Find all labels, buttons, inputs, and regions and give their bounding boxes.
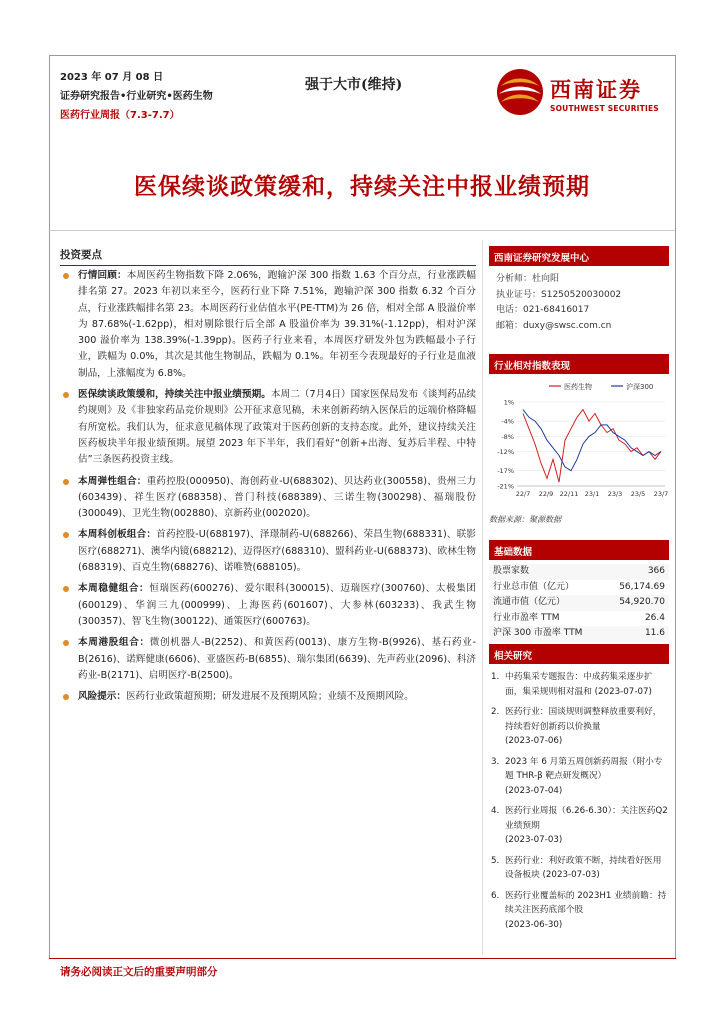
summary-item-lead: 风险提示： bbox=[78, 691, 126, 703]
related-research-date: (2023-07-07) bbox=[594, 686, 652, 697]
bullet-dot-icon bbox=[63, 479, 69, 485]
y-tick-label: 1% bbox=[503, 398, 514, 407]
summary-item-lead: 本周港股组合： bbox=[78, 637, 150, 649]
related-research-item[interactable]: 6. 医药行业覆盖标的 2023H1 业绩前瞻：持续关注医药底部个股 (2023-06-30) bbox=[489, 889, 669, 933]
bullet-dot-icon bbox=[63, 273, 69, 279]
bullet-dot-icon bbox=[63, 640, 69, 646]
frame-top-line bbox=[49, 55, 675, 56]
summary-item-lead: 本周弹性组合： bbox=[78, 475, 147, 487]
title-divider bbox=[49, 230, 675, 231]
column-divider bbox=[482, 240, 483, 955]
summary-list bbox=[60, 268, 476, 705]
summary-item-text: 本周二（7月4日）国家医保局发布《谈判药品续约规则》及《非独家药品竞价规则》公开征求意见稿，未来创新药纳入医保后的远端价格降幅有所宽松。我们认为，征求意见稿体现了政策对于医药创新的支持态度。此外，建议持续关注医药板块半年报业绩预期。展望 2023 年下半年，我们看好“创新+出海、复苏后半程、中特估”三条医药投资主线。 bbox=[78, 389, 476, 466]
logo-emblem-icon bbox=[495, 66, 545, 118]
related-research-panel bbox=[489, 644, 669, 932]
related-research-list bbox=[489, 670, 669, 932]
y-tick-label: -12% bbox=[497, 448, 514, 457]
related-research-item[interactable]: 1. 中药集采专题报告：中成药集采逐步扩面，集采规则相对温和 (2023-07-07) bbox=[491, 672, 653, 697]
rating: 强于大市(维持) bbox=[305, 77, 403, 93]
summary-item-text: 医药行业政策超预期；研发进展不及预期风险；业绩不及预期风险。 bbox=[125, 691, 414, 703]
basic-data-key: 股票家数 bbox=[493, 566, 530, 576]
basic-data-table bbox=[489, 564, 669, 642]
report-type: 医药行业周报（7.3-7.7） bbox=[60, 110, 180, 121]
basic-data-key: 行业市盈率 TTM bbox=[493, 612, 560, 623]
basic-data-key: 行业总市值（亿元） bbox=[493, 581, 575, 592]
page-title: 医保续谈政策缓和，持续关注中报业绩预期 bbox=[134, 173, 590, 200]
related-research-title: 医药行业周报（6.26-6.30）：关注医药Q2 业绩预期 bbox=[505, 806, 668, 831]
related-research-item[interactable]: 2. 医药行业：国谈规则调整释放重要利好，持续看好创新药以价换量 (2023-07-06) bbox=[489, 705, 669, 749]
analyst-name: 分析师：杜向阳 bbox=[496, 274, 560, 284]
x-tick-label: 22/11 bbox=[559, 490, 579, 498]
related-research-item[interactable]: 5. 医药行业：利好政策不断，持续看好医用设备板块 (2023-07-03) bbox=[491, 855, 662, 880]
related-research-date: (2023-07-03) bbox=[505, 835, 563, 845]
summary-item-text: 首药控股-U(688197)、泽璟制药-U(688266)、荣昌生物(688331)、联影医疗(688271)、澳华内镜(688212)、迈得医疗(688310)、盟科药业-U(688373)、欧林生物(688319)、百克生物(688276)、诺唯赞(688105)。 bbox=[78, 529, 477, 574]
related-research-title: 医药行业：国谈规则调整释放重要利好，持续看好创新药以价换量 bbox=[505, 707, 662, 732]
summary-item-star-portfolio bbox=[60, 527, 476, 576]
basic-data-value: 11.6 bbox=[644, 628, 665, 638]
series-line bbox=[523, 410, 661, 471]
basic-data-key: 沪深 300 市盈率 TTM bbox=[493, 628, 583, 638]
y-tick-label: -8% bbox=[501, 432, 514, 441]
summary-item-market-review bbox=[60, 268, 476, 382]
basic-data-value: 54,920.70 bbox=[619, 597, 665, 607]
summary-item-text: 恒瑞医药(600276)、爱尔眼科(300015)、迈瑞医疗(300760)、太极集团(600129)、华润三九(000999)、上海医药(601607)、大参林(603233)、我武生物(300357)、智飞生物(300122)、通策医疗(600763)。 bbox=[78, 583, 477, 627]
company-logo bbox=[495, 66, 670, 121]
analyst-info bbox=[489, 266, 669, 334]
logo-text-en: SOUTHWEST SECURITIES bbox=[550, 104, 659, 113]
legend-label: 沪深300 bbox=[626, 383, 654, 391]
bullet-dot-icon bbox=[63, 586, 69, 592]
summary-item-elastic-portfolio bbox=[60, 474, 476, 523]
related-research-date: (2023-07-06) bbox=[505, 736, 563, 746]
basic-data-panel bbox=[489, 540, 669, 642]
basic-data-row bbox=[489, 564, 669, 580]
summary-item-text: 微创机器人-B(2252)、和黄医药(0013)、康方生物-B(9926)、基石药业-B(2616)、诺辉健康(6606)、亚盛医药-B(6855)、瑞尔集团(6639)、先声药业(2096)、科济药业-B(2171)、启明医疗-B(2500)。 bbox=[78, 637, 476, 681]
chart-source: 数据来源：聚源数据 bbox=[489, 515, 561, 524]
related-research-title: 医药行业覆盖标的 2023H1 业绩前瞻：持续关注医药底部个股 bbox=[505, 890, 667, 915]
bullet-dot-icon bbox=[63, 532, 69, 538]
summary-item-text: 本周医药生物指数下降 2.06%，跑输沪深 300 指数 1.63 个百分点，行业涨跌幅排名第 27。2023 年初以来至今，医药行业下降 7.51%，跑输沪深 300 指数 6.32 个百分点，行业涨跌幅排名第 23。本周医药行业估值水平(PE-TTM)为 26 倍，相对全部 A 股溢价率为 87.68%(-1.62pp)，相对剔除银行后全部 A 股溢价率为 39.31%(-1.12pp)，相对沪深 300 溢价率为 138.39%(-1.39pp)。医药子行业来看，本周医疗研发外包为跌幅最小子行业，跌幅为 0.0%，其次是其他生物制品，跌幅为 0.1%。年初至今表现最好的子行业是血液制品，上涨幅度为 6.8%。 bbox=[78, 270, 477, 379]
series-line bbox=[523, 410, 661, 483]
research-center-panel bbox=[489, 246, 669, 334]
summary-item-risk bbox=[60, 689, 476, 705]
basic-data-row bbox=[489, 580, 669, 596]
related-research-date: (2023-06-30) bbox=[505, 919, 563, 930]
y-tick-label: -4% bbox=[501, 417, 514, 426]
legend-label: 医药生物 bbox=[564, 383, 592, 391]
analyst-license: 执业证号：S1250520030002 bbox=[496, 289, 622, 300]
x-tick-label: 23/1 bbox=[584, 490, 600, 498]
summary-item-lead: 本周稳健组合： bbox=[78, 583, 150, 595]
bullet-dot-icon bbox=[63, 694, 69, 700]
basic-data-row bbox=[489, 611, 669, 627]
chart-heading: 行业相对指数表现 bbox=[489, 354, 669, 374]
basic-data-value: 56,174.69 bbox=[619, 581, 665, 592]
summary-item-lead: 行情回顾： bbox=[78, 270, 127, 281]
summary-item-policy bbox=[60, 387, 476, 468]
summary-item-hk-portfolio bbox=[60, 635, 476, 684]
related-research-heading: 相关研究 bbox=[489, 644, 669, 664]
x-tick-label: 23/5 bbox=[630, 490, 646, 498]
footer-disclaimer: 请务必阅读正文后的重要声明部分 bbox=[60, 966, 218, 978]
summary-item-text: 重药控股(000950)、海创药业-U(688302)、贝达药业(300558)、贵州三力(603439)、祥生医疗(688358)、普门科技(688389)、三诺生物(300298)、福瑞股份(300049)、卫光生物(002880)、京新药业(002020)。 bbox=[78, 475, 476, 520]
x-tick-label: 23/3 bbox=[607, 490, 623, 498]
x-tick-label: 22/9 bbox=[538, 490, 554, 498]
basic-data-value: 26.4 bbox=[644, 612, 665, 623]
analyst-phone: 电话：021-68416017 bbox=[496, 305, 590, 315]
summary-item-lead: 医保续谈政策缓和，持续关注中报业绩预期。 bbox=[78, 389, 271, 401]
related-research-title: 中药集采专题报告：中成药集采逐步扩面，集采规则相对温和 bbox=[505, 672, 653, 697]
x-tick-label: 23/7 bbox=[653, 490, 669, 498]
logo-text-cn: 西南证券 bbox=[550, 77, 642, 102]
basic-data-value: 366 bbox=[647, 566, 665, 576]
y-tick-label: -21% bbox=[497, 482, 514, 491]
chart-container bbox=[489, 374, 669, 508]
report-date: 2023 年 07 月 08 日 bbox=[60, 72, 164, 83]
related-research-title: 医药行业：利好政策不断，持续看好医用设备板块 bbox=[505, 855, 662, 880]
analyst-email: 邮箱：duxy@swsc.com.cn bbox=[496, 320, 612, 331]
related-research-title: 2023 年 6 月第五周创新药周报（附小专题 THR-β 靶点研发概况） bbox=[505, 756, 663, 781]
frame-right-line bbox=[675, 55, 676, 959]
report-category: 证券研究报告•行业研究•医药生物 bbox=[60, 91, 213, 102]
x-tick-label: 22/7 bbox=[515, 490, 531, 498]
chart-panel bbox=[489, 354, 669, 525]
summary-heading: 投资要点 bbox=[60, 249, 102, 261]
bullet-dot-icon bbox=[63, 392, 69, 398]
research-center-heading: 西南证券研究发展中心 bbox=[489, 246, 669, 266]
related-research-item[interactable]: 3. 2023 年 6 月第五周创新药周报（附小专题 THR-β 靶点研发概况） (2023-07-04) bbox=[489, 755, 669, 799]
basic-data-row bbox=[489, 626, 669, 642]
summary-heading-rule bbox=[60, 265, 476, 266]
related-research-item[interactable]: 4. 医药行业周报（6.26-6.30）：关注医药Q2 业绩预期 (2023-07-03) bbox=[489, 804, 669, 848]
frame-bottom-line bbox=[49, 958, 676, 959]
basic-data-heading: 基础数据 bbox=[489, 540, 669, 560]
related-research-date: (2023-07-04) bbox=[505, 785, 563, 796]
summary-item-lead: 本周科创板组合： bbox=[78, 529, 157, 541]
y-tick-label: -17% bbox=[497, 467, 514, 476]
relative-index-chart bbox=[489, 374, 669, 504]
basic-data-key: 流通市值（亿元） bbox=[493, 597, 566, 607]
basic-data-row bbox=[489, 595, 669, 611]
summary-item-stable-portfolio bbox=[60, 581, 476, 630]
related-research-date: (2023-07-03) bbox=[542, 870, 600, 880]
